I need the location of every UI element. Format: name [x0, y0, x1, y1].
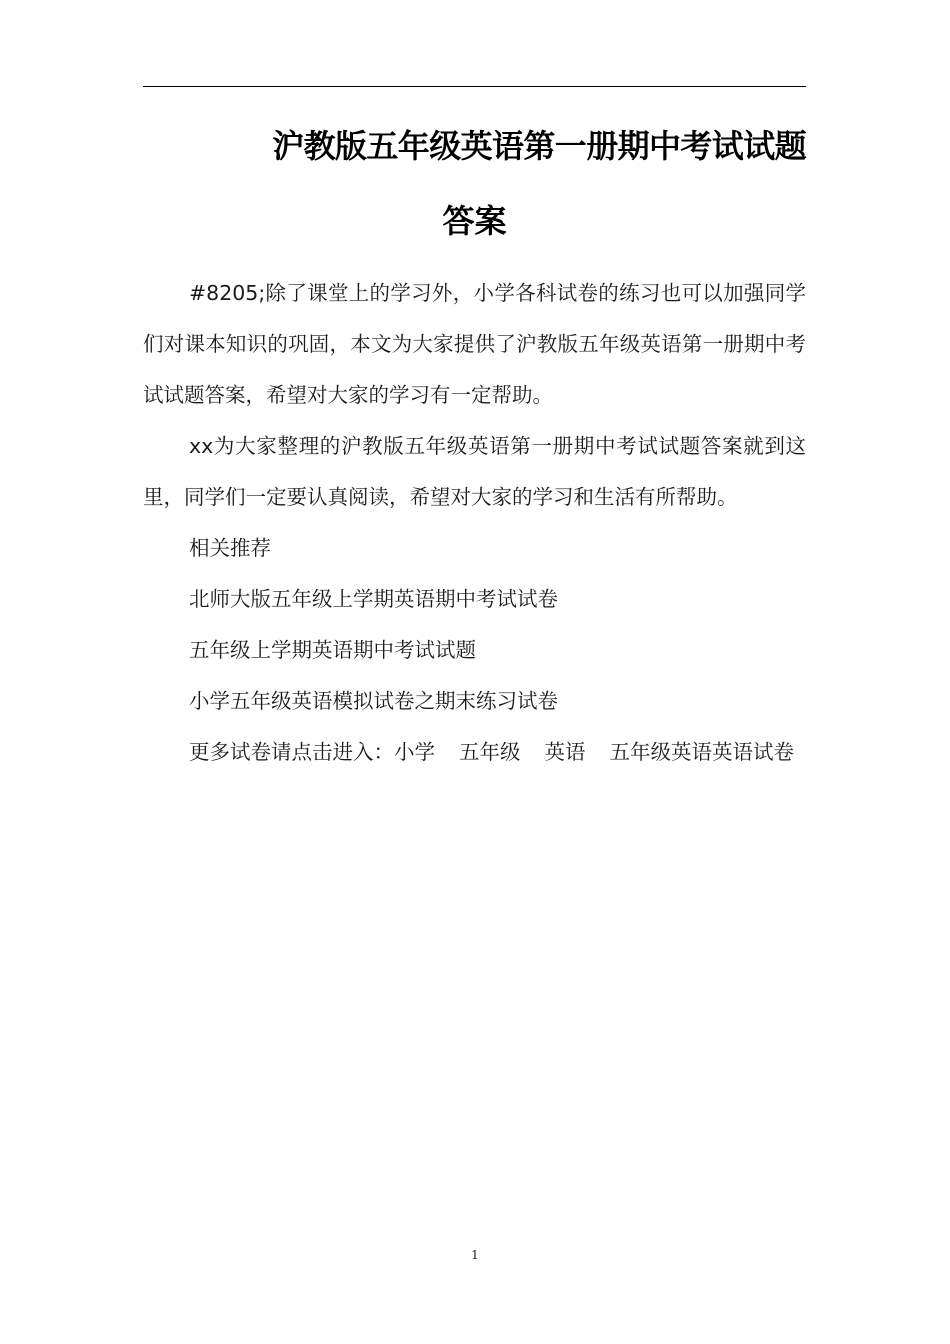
- category-link-grade-five[interactable]: 五年级: [459, 740, 521, 764]
- more-exams-prefix: 更多试卷请点击进入：: [189, 740, 394, 764]
- more-exams-line: [143, 727, 806, 778]
- document-body: [143, 268, 806, 778]
- document-title-continued: 答案: [442, 202, 507, 240]
- related-heading: 相关推荐: [189, 536, 271, 560]
- intro-paragraph: #8205;除了课堂上的学习外，小学各科试卷的练习也可以加强同学们对课本知识的巩固，本文为大家提供了沪教版五年级英语第一册期中考试试题答案，希望对大家的学习有一定帮助。: [143, 281, 806, 407]
- category-link-grade-five-english-exams[interactable]: 五年级英语英语试卷: [609, 740, 794, 764]
- document-title: 沪教版五年级英语第一册期中考试试题: [272, 127, 806, 165]
- related-link[interactable]: 小学五年级英语模拟试卷之期末练习试卷: [189, 689, 558, 713]
- category-link-english[interactable]: 英语: [544, 740, 586, 764]
- page-number: 1: [471, 1248, 479, 1262]
- related-link[interactable]: 五年级上学期英语期中考试试题: [189, 638, 476, 662]
- header-rule: [143, 86, 806, 87]
- closing-paragraph: xx为大家整理的沪教版五年级英语第一册期中考试试题答案就到这里，同学们一定要认真阅读，希望对大家的学习和生活有所帮助。: [143, 434, 806, 509]
- category-link-primary-school[interactable]: 小学: [394, 740, 435, 764]
- related-link[interactable]: 北师大版五年级上学期英语期中考试试卷: [189, 587, 558, 611]
